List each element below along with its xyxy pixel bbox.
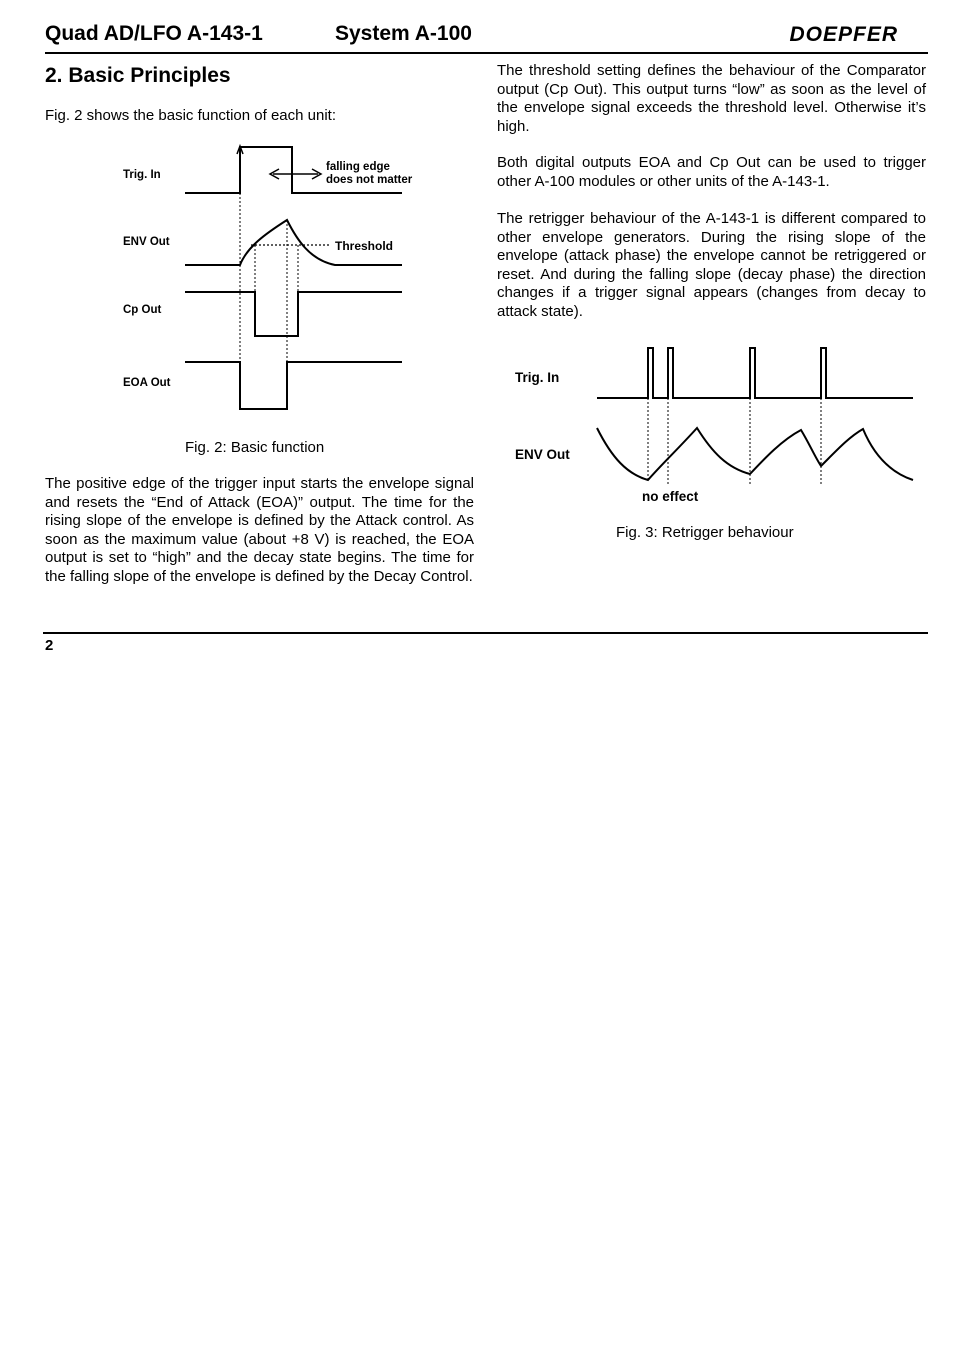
cp-out-waveform <box>185 292 402 336</box>
label-threshold: Threshold <box>335 239 394 253</box>
label-eoa-out: EOA Out <box>123 377 171 389</box>
label-falling-edge: falling edge <box>326 161 390 173</box>
figure-basic-function <box>115 142 445 437</box>
fig2-caption: Fig. 2: Basic function <box>185 439 325 456</box>
threshold-paragraph: The threshold setting defines the behaviour of the Comparator output (Cp Out). This output turns “low” as soon as the level of the envelope signal exceeds the threshold level. Otherwise it’s high. <box>497 62 926 135</box>
fig3-caption: Fig. 3: Retrigger behaviour <box>616 524 794 541</box>
label-env-out: ENV Out <box>515 447 570 462</box>
retrigger-paragraph: The retrigger behaviour of the A-143-1 is different compared to other envelope generators. During the rising slope of the envelope (attack phase) the envelope cannot be retriggered or reset. And during the falling slope (decay phase) the direction changes if a trigger signal appears (changes from decay to attack state). <box>497 210 926 320</box>
label-env-out: ENV Out <box>123 236 170 248</box>
brand-logo: DOEPFER <box>789 23 898 46</box>
digital-outputs-paragraph: Both digital outputs EOA and Cp Out can be used to trigger other A-100 modules or other units of the A-143-1. <box>497 154 926 190</box>
document-title: Quad AD/LFO A-143-1 <box>45 22 263 45</box>
footer-divider <box>43 632 928 634</box>
eoa-out-waveform <box>185 362 402 409</box>
label-cp-out: Cp Out <box>123 304 162 316</box>
label-no-effect: no effect <box>642 489 699 504</box>
label-does-not-matter: does not matter <box>326 174 413 186</box>
page-header <box>45 20 928 54</box>
label-trig-in: Trig. In <box>515 370 560 385</box>
trig-in-pulse-train <box>597 348 913 398</box>
system-label: System A-100 <box>335 22 472 45</box>
figure-retrigger-behaviour <box>507 340 917 515</box>
section-title: 2. Basic Principles <box>45 64 231 87</box>
env-out-retrigger-curve <box>597 428 913 480</box>
label-trig-in: Trig. In <box>123 169 161 181</box>
basic-principles-paragraph: The positive edge of the trigger input starts the envelope signal and resets the “End of Attack (EOA)” output. The time for the rising slope of the envelope is defined by the Attack control. As soon as the maximum value (about +8 V) is reached, the EOA output is set to “high” and the decay state begins. The time for the falling slope of the envelope is defined by the Decay Control. <box>45 475 474 585</box>
intro-text: Fig. 2 shows the basic function of each unit: <box>45 107 336 124</box>
page-number: 2 <box>45 637 54 654</box>
